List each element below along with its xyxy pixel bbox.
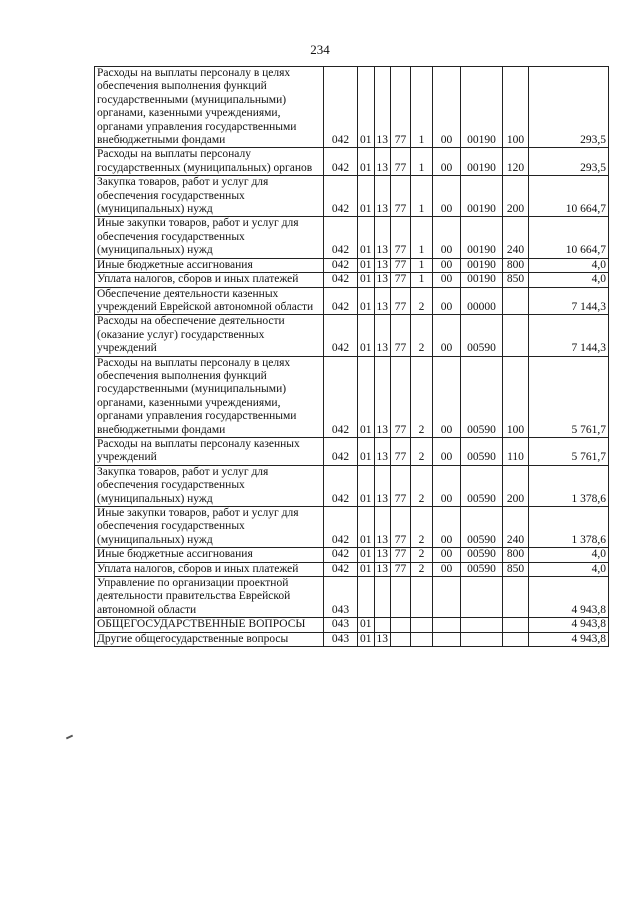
row-name: Закупка товаров, работ и услуг для обеспечения государственных (муниципальных) нужд	[95, 176, 324, 217]
amount: 10 664,7	[529, 217, 609, 258]
program-code: 77	[391, 465, 411, 506]
stray-pen-mark	[66, 735, 73, 740]
event-code: 00	[433, 507, 461, 548]
table-row	[95, 632, 609, 646]
row-name: ОБЩЕГОСУДАРСТВЕННЫЕ ВОПРОСЫ	[95, 618, 324, 632]
expense-type-code: 850	[503, 562, 529, 576]
row-name: Расходы на обеспечение деятельности (оказание услуг) государственных учреждений	[95, 315, 324, 356]
subsection-code	[374, 577, 391, 618]
section-code: 01	[358, 437, 375, 465]
grbs-code: 042	[324, 287, 358, 315]
row-name: Иные закупки товаров, работ и услуг для обеспечения государственных (муниципальных) нужд	[95, 217, 324, 258]
grbs-code: 042	[324, 548, 358, 562]
subprogram-code: 2	[411, 356, 433, 437]
section-code: 01	[358, 356, 375, 437]
direction-code: 00190	[461, 217, 503, 258]
direction-code: 00190	[461, 67, 503, 148]
event-code: 00	[433, 148, 461, 176]
row-name: Расходы на выплаты персоналу в целях обеспечения выполнения функций государственными (муниципальными) органами, казенными учреждениями, органами управления государственными внебюджетными фондами	[95, 356, 324, 437]
amount: 4,0	[529, 273, 609, 287]
direction-code: 00190	[461, 176, 503, 217]
subsection-code: 13	[374, 258, 391, 272]
amount: 4,0	[529, 548, 609, 562]
expense-type-code: 100	[503, 356, 529, 437]
table-row	[95, 465, 609, 506]
program-code: 77	[391, 258, 411, 272]
direction-code: 00590	[461, 507, 503, 548]
section-code: 01	[358, 618, 375, 632]
subprogram-code: 2	[411, 507, 433, 548]
direction-code: 00190	[461, 258, 503, 272]
program-code	[391, 618, 411, 632]
grbs-code: 042	[324, 507, 358, 548]
direction-code	[461, 632, 503, 646]
row-name: Иные бюджетные ассигнования	[95, 548, 324, 562]
subsection-code: 13	[374, 217, 391, 258]
subsection-code: 13	[374, 287, 391, 315]
expense-type-code: 850	[503, 273, 529, 287]
event-code: 00	[433, 562, 461, 576]
grbs-code: 042	[324, 67, 358, 148]
amount: 4,0	[529, 562, 609, 576]
direction-code: 00590	[461, 437, 503, 465]
subsection-code: 13	[374, 632, 391, 646]
event-code: 00	[433, 273, 461, 287]
event-code: 00	[433, 437, 461, 465]
program-code: 77	[391, 356, 411, 437]
expense-type-code: 240	[503, 217, 529, 258]
table-row	[95, 562, 609, 576]
event-code: 00	[433, 356, 461, 437]
program-code: 77	[391, 176, 411, 217]
section-code: 01	[358, 287, 375, 315]
amount: 5 761,7	[529, 437, 609, 465]
event-code: 00	[433, 287, 461, 315]
table-row	[95, 217, 609, 258]
program-code	[391, 632, 411, 646]
grbs-code: 042	[324, 356, 358, 437]
amount: 7 144,3	[529, 315, 609, 356]
event-code	[433, 577, 461, 618]
subprogram-code: 2	[411, 562, 433, 576]
amount: 4,0	[529, 258, 609, 272]
event-code: 00	[433, 548, 461, 562]
grbs-code: 043	[324, 618, 358, 632]
grbs-code: 042	[324, 258, 358, 272]
row-name: Уплата налогов, сборов и иных платежей	[95, 562, 324, 576]
program-code: 77	[391, 273, 411, 287]
budget-table	[94, 66, 609, 647]
grbs-code: 042	[324, 562, 358, 576]
expense-type-code: 120	[503, 148, 529, 176]
grbs-code: 042	[324, 273, 358, 287]
table-row	[95, 577, 609, 618]
event-code: 00	[433, 176, 461, 217]
expense-type-code: 200	[503, 176, 529, 217]
expense-type-code: 100	[503, 67, 529, 148]
row-name: Иные закупки товаров, работ и услуг для обеспечения государственных (муниципальных) нужд	[95, 507, 324, 548]
subsection-code: 13	[374, 548, 391, 562]
amount: 293,5	[529, 67, 609, 148]
section-code: 01	[358, 176, 375, 217]
subsection-code: 13	[374, 356, 391, 437]
row-name: Закупка товаров, работ и услуг для обеспечения государственных (муниципальных) нужд	[95, 465, 324, 506]
subsection-code: 13	[374, 437, 391, 465]
program-code	[391, 577, 411, 618]
table-row	[95, 67, 609, 148]
grbs-code: 043	[324, 632, 358, 646]
direction-code: 00590	[461, 356, 503, 437]
subprogram-code	[411, 577, 433, 618]
grbs-code: 042	[324, 176, 358, 217]
program-code: 77	[391, 507, 411, 548]
expense-type-code	[503, 618, 529, 632]
section-code: 01	[358, 67, 375, 148]
subprogram-code: 2	[411, 287, 433, 315]
grbs-code: 042	[324, 217, 358, 258]
amount: 4 943,8	[529, 577, 609, 618]
section-code: 01	[358, 148, 375, 176]
amount: 5 761,7	[529, 356, 609, 437]
grbs-code: 043	[324, 577, 358, 618]
grbs-code: 042	[324, 437, 358, 465]
expense-type-code: 240	[503, 507, 529, 548]
subprogram-code	[411, 618, 433, 632]
direction-code: 00590	[461, 465, 503, 506]
subprogram-code: 2	[411, 315, 433, 356]
section-code: 01	[358, 507, 375, 548]
direction-code: 00190	[461, 273, 503, 287]
direction-code: 00590	[461, 562, 503, 576]
direction-code: 00590	[461, 315, 503, 356]
section-code	[358, 577, 375, 618]
expense-type-code	[503, 287, 529, 315]
program-code: 77	[391, 148, 411, 176]
row-name: Управление по организации проектной деятельности правительства Еврейской автономной области	[95, 577, 324, 618]
page-number: 234	[310, 42, 330, 57]
amount: 1 378,6	[529, 465, 609, 506]
grbs-code: 042	[324, 315, 358, 356]
subsection-code: 13	[374, 315, 391, 356]
row-name: Расходы на выплаты персоналу казенных учреждений	[95, 437, 324, 465]
section-code: 01	[358, 465, 375, 506]
section-code: 01	[358, 315, 375, 356]
expense-type-code: 800	[503, 548, 529, 562]
direction-code: 00000	[461, 287, 503, 315]
amount: 7 144,3	[529, 287, 609, 315]
table-row	[95, 437, 609, 465]
event-code	[433, 618, 461, 632]
program-code: 77	[391, 217, 411, 258]
event-code: 00	[433, 67, 461, 148]
subprogram-code: 2	[411, 465, 433, 506]
row-name: Обеспечение деятельности казенных учреждений Еврейской автономной области	[95, 287, 324, 315]
row-name: Расходы на выплаты персоналу государственных (муниципальных) органов	[95, 148, 324, 176]
event-code: 00	[433, 217, 461, 258]
section-code: 01	[358, 217, 375, 258]
expense-type-code: 110	[503, 437, 529, 465]
row-name: Другие общегосударственные вопросы	[95, 632, 324, 646]
subprogram-code: 1	[411, 258, 433, 272]
expense-type-code: 800	[503, 258, 529, 272]
subprogram-code: 2	[411, 548, 433, 562]
subsection-code: 13	[374, 148, 391, 176]
amount: 1 378,6	[529, 507, 609, 548]
subsection-code: 13	[374, 507, 391, 548]
direction-code	[461, 577, 503, 618]
table-row	[95, 548, 609, 562]
subprogram-code: 1	[411, 148, 433, 176]
table-row	[95, 507, 609, 548]
table-row	[95, 148, 609, 176]
subsection-code: 13	[374, 176, 391, 217]
table-row	[95, 618, 609, 632]
subprogram-code	[411, 632, 433, 646]
expense-type-code: 200	[503, 465, 529, 506]
program-code: 77	[391, 548, 411, 562]
expense-type-code	[503, 315, 529, 356]
table-row	[95, 273, 609, 287]
program-code: 77	[391, 315, 411, 356]
direction-code: 00190	[461, 148, 503, 176]
section-code: 01	[358, 273, 375, 287]
subsection-code: 13	[374, 465, 391, 506]
expense-type-code	[503, 632, 529, 646]
section-code: 01	[358, 562, 375, 576]
table-row	[95, 315, 609, 356]
grbs-code: 042	[324, 465, 358, 506]
event-code: 00	[433, 258, 461, 272]
subprogram-code: 1	[411, 217, 433, 258]
amount: 293,5	[529, 148, 609, 176]
direction-code	[461, 618, 503, 632]
section-code: 01	[358, 632, 375, 646]
table-row	[95, 287, 609, 315]
subprogram-code: 1	[411, 67, 433, 148]
subsection-code: 13	[374, 273, 391, 287]
row-name: Расходы на выплаты персоналу в целях обеспечения выполнения функций государственными (муниципальными) органами, казенными учреждениями, органами управления государственными внебюджетными фондами	[95, 67, 324, 148]
subsection-code	[374, 618, 391, 632]
amount: 4 943,8	[529, 618, 609, 632]
section-code: 01	[358, 548, 375, 562]
grbs-code: 042	[324, 148, 358, 176]
program-code: 77	[391, 562, 411, 576]
subsection-code: 13	[374, 562, 391, 576]
amount: 4 943,8	[529, 632, 609, 646]
event-code: 00	[433, 315, 461, 356]
amount: 10 664,7	[529, 176, 609, 217]
program-code: 77	[391, 437, 411, 465]
subprogram-code: 1	[411, 176, 433, 217]
direction-code: 00590	[461, 548, 503, 562]
table-row	[95, 356, 609, 437]
row-name: Уплата налогов, сборов и иных платежей	[95, 273, 324, 287]
expense-type-code	[503, 577, 529, 618]
row-name: Иные бюджетные ассигнования	[95, 258, 324, 272]
program-code: 77	[391, 287, 411, 315]
subprogram-code: 1	[411, 273, 433, 287]
program-code: 77	[391, 67, 411, 148]
event-code: 00	[433, 465, 461, 506]
section-code: 01	[358, 258, 375, 272]
table-row	[95, 258, 609, 272]
subsection-code: 13	[374, 67, 391, 148]
event-code	[433, 632, 461, 646]
subprogram-code: 2	[411, 437, 433, 465]
table-row	[95, 176, 609, 217]
